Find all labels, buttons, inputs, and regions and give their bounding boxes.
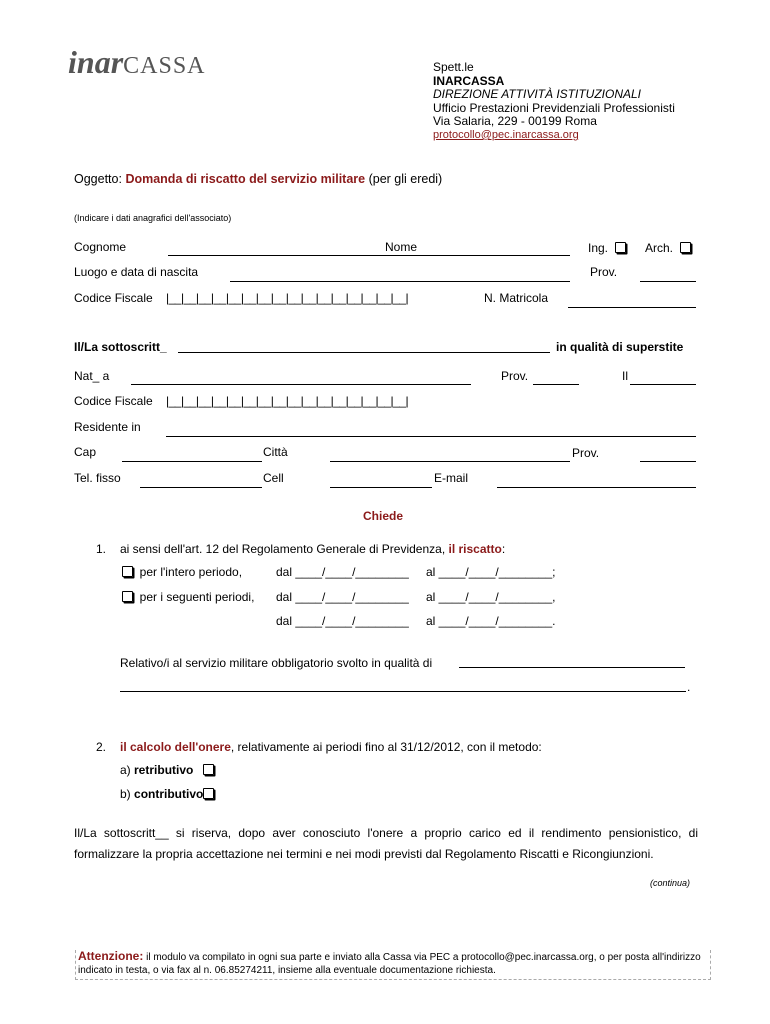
ing-label: Ing. xyxy=(588,241,609,255)
signer-name-field[interactable] xyxy=(178,352,550,353)
email-field[interactable] xyxy=(497,487,696,488)
tel-label: Tel. fisso xyxy=(74,471,121,485)
contributivo-label: contributivo xyxy=(134,787,204,801)
cf-label: Codice Fiscale xyxy=(74,291,153,305)
relativo-field-2[interactable] xyxy=(120,691,686,692)
residente-label: Residente in xyxy=(74,420,141,434)
cf-boxes[interactable]: |__|__|__|__|__|__|__|__|__|__|__|__|__|__|__|__| xyxy=(166,291,409,305)
il-field[interactable] xyxy=(630,384,696,385)
opt2-checkbox[interactable] xyxy=(122,591,133,602)
relativo-label: Relativo/i al servizio militare obbligatorio svolto in qualità di xyxy=(120,656,433,670)
opt2-dal[interactable]: dal ____/____/________ xyxy=(276,590,409,604)
tel-field[interactable] xyxy=(140,487,262,488)
arch-option[interactable] xyxy=(645,241,691,255)
ing-option[interactable] xyxy=(588,241,626,255)
email-label: E-mail xyxy=(434,471,469,485)
footer-text: il modulo va compilato in ogni sua parte e inviato alla Cassa via PEC a protocollo@pec.inarcassa.org, o per posta all'indirizzo indicato in testa, o via fax al n. 06.85274211, insieme alla eventuale documentazione richiesta. xyxy=(78,952,701,976)
opt2-row[interactable] xyxy=(122,590,254,604)
associate-note: (Indicare i dati anagrafici dell'associato) xyxy=(74,213,232,223)
item2-text: , relativamente ai periodi fino al 31/12/2012, con il metodo: xyxy=(230,740,542,754)
arch-label: Arch. xyxy=(645,241,674,255)
footer-attention: Attenzione: xyxy=(78,949,144,963)
cognome-nome-field[interactable] xyxy=(168,255,570,256)
prov-field[interactable] xyxy=(640,281,696,282)
opt3-dal[interactable]: dal ____/____/________ xyxy=(276,614,409,628)
item2-highlight: il calcolo dell'onere xyxy=(120,740,231,754)
retributivo-label: retributivo xyxy=(134,763,194,777)
subject-label: Oggetto: xyxy=(74,172,122,186)
opt2-al[interactable]: al ____/____/________, xyxy=(426,590,556,604)
nat-label: Nat_ a xyxy=(74,369,110,383)
logo-prefix: inar xyxy=(68,44,124,80)
il-label: Il xyxy=(622,369,628,383)
cap-label: Cap xyxy=(74,445,97,459)
relativo-end: . xyxy=(687,680,691,694)
opt1-dal[interactable]: dal ____/____/________ xyxy=(276,565,409,579)
signer-prov-label: Prov. xyxy=(501,369,529,383)
ing-checkbox[interactable] xyxy=(615,242,626,253)
recipient-office: Ufficio Prestazioni Previdenziali Professionisti xyxy=(433,100,675,115)
item2-number: 2. xyxy=(96,740,107,754)
recipient-address xyxy=(433,61,675,143)
subject-line xyxy=(74,172,442,186)
matricola-label: N. Matricola xyxy=(484,291,549,305)
item2-text-line xyxy=(120,740,542,754)
opt1-checkbox[interactable] xyxy=(122,566,133,577)
recipient-email-link[interactable]: protocollo@pec.inarcassa.org xyxy=(433,128,579,141)
cell-field[interactable] xyxy=(330,487,432,488)
item1-number: 1. xyxy=(96,542,107,556)
signer-label: Il/La sottoscritt_ xyxy=(74,340,167,354)
prov-label: Prov. xyxy=(590,265,618,279)
contributivo-option[interactable] xyxy=(120,787,214,801)
retributivo-option[interactable] xyxy=(120,763,214,777)
opt1-label: per l'intero periodo, xyxy=(139,565,243,579)
recipient-name: INARCASSA xyxy=(433,73,505,88)
continua-note: (continua) xyxy=(650,878,691,888)
contributivo-prefix: b) xyxy=(120,787,131,801)
subject-title: Domanda di riscatto del servizio militare xyxy=(125,172,366,186)
retributivo-prefix: a) xyxy=(120,763,131,777)
logo-suffix: CASSA xyxy=(123,53,206,79)
nat-field[interactable] xyxy=(131,384,471,385)
recipient-street: Via Salaria, 229 - 00199 Roma xyxy=(433,114,597,129)
opt3-al[interactable]: al ____/____/________. xyxy=(426,614,556,628)
recipient-department: DIREZIONE ATTIVITÀ ISTITUZIONALI xyxy=(433,87,642,102)
qualita-label: in qualità di superstite xyxy=(556,340,684,354)
citta-label: Città xyxy=(263,445,288,459)
riserva-paragraph: Il/La sottoscritt__ si riserva, dopo aver conosciuto l'onere a proprio carico ed il rendimento pensionistico, di formalizzare la propria accettazione nei termini e nei modi previsti dal Regolamento Riscatti e Ricongiunzioni. xyxy=(74,826,698,861)
residente-field[interactable] xyxy=(166,436,696,437)
item1-highlight: il riscatto xyxy=(448,542,502,556)
signer-cf-label: Codice Fiscale xyxy=(74,394,153,408)
signer-cf-boxes[interactable]: |__|__|__|__|__|__|__|__|__|__|__|__|__|__|__|__| xyxy=(166,394,409,408)
prov2-label: Prov. xyxy=(572,446,600,460)
inarcassa-logo xyxy=(68,44,206,81)
subject-suffix: (per gli eredi) xyxy=(368,172,443,186)
cell-label: Cell xyxy=(263,471,284,485)
recipient-greeting: Spett.le xyxy=(433,60,474,74)
citta-field[interactable] xyxy=(330,461,570,462)
luogo-field[interactable] xyxy=(230,281,570,282)
retributivo-checkbox[interactable] xyxy=(203,764,214,775)
prov2-field[interactable] xyxy=(640,461,696,462)
matricola-field[interactable] xyxy=(568,307,696,308)
opt1-row[interactable] xyxy=(122,565,242,579)
item1-text-line xyxy=(120,542,505,556)
luogo-label: Luogo e data di nascita xyxy=(74,265,199,279)
footer-notice xyxy=(75,950,711,980)
cap-field[interactable] xyxy=(122,461,262,462)
nome-label: Nome xyxy=(385,240,418,254)
chiede-heading: Chiede xyxy=(363,509,404,523)
opt2-label: per i seguenti periodi, xyxy=(139,590,255,604)
opt1-al[interactable]: al ____/____/________; xyxy=(426,565,556,579)
relativo-field[interactable] xyxy=(459,667,685,668)
signer-prov-field[interactable] xyxy=(533,384,579,385)
arch-checkbox[interactable] xyxy=(680,242,691,253)
item1-colon: : xyxy=(501,542,506,556)
item1-text: ai sensi dell'art. 12 del Regolamento Generale di Previdenza, xyxy=(120,542,446,556)
contributivo-checkbox[interactable] xyxy=(203,788,214,799)
cognome-label: Cognome xyxy=(74,240,127,254)
